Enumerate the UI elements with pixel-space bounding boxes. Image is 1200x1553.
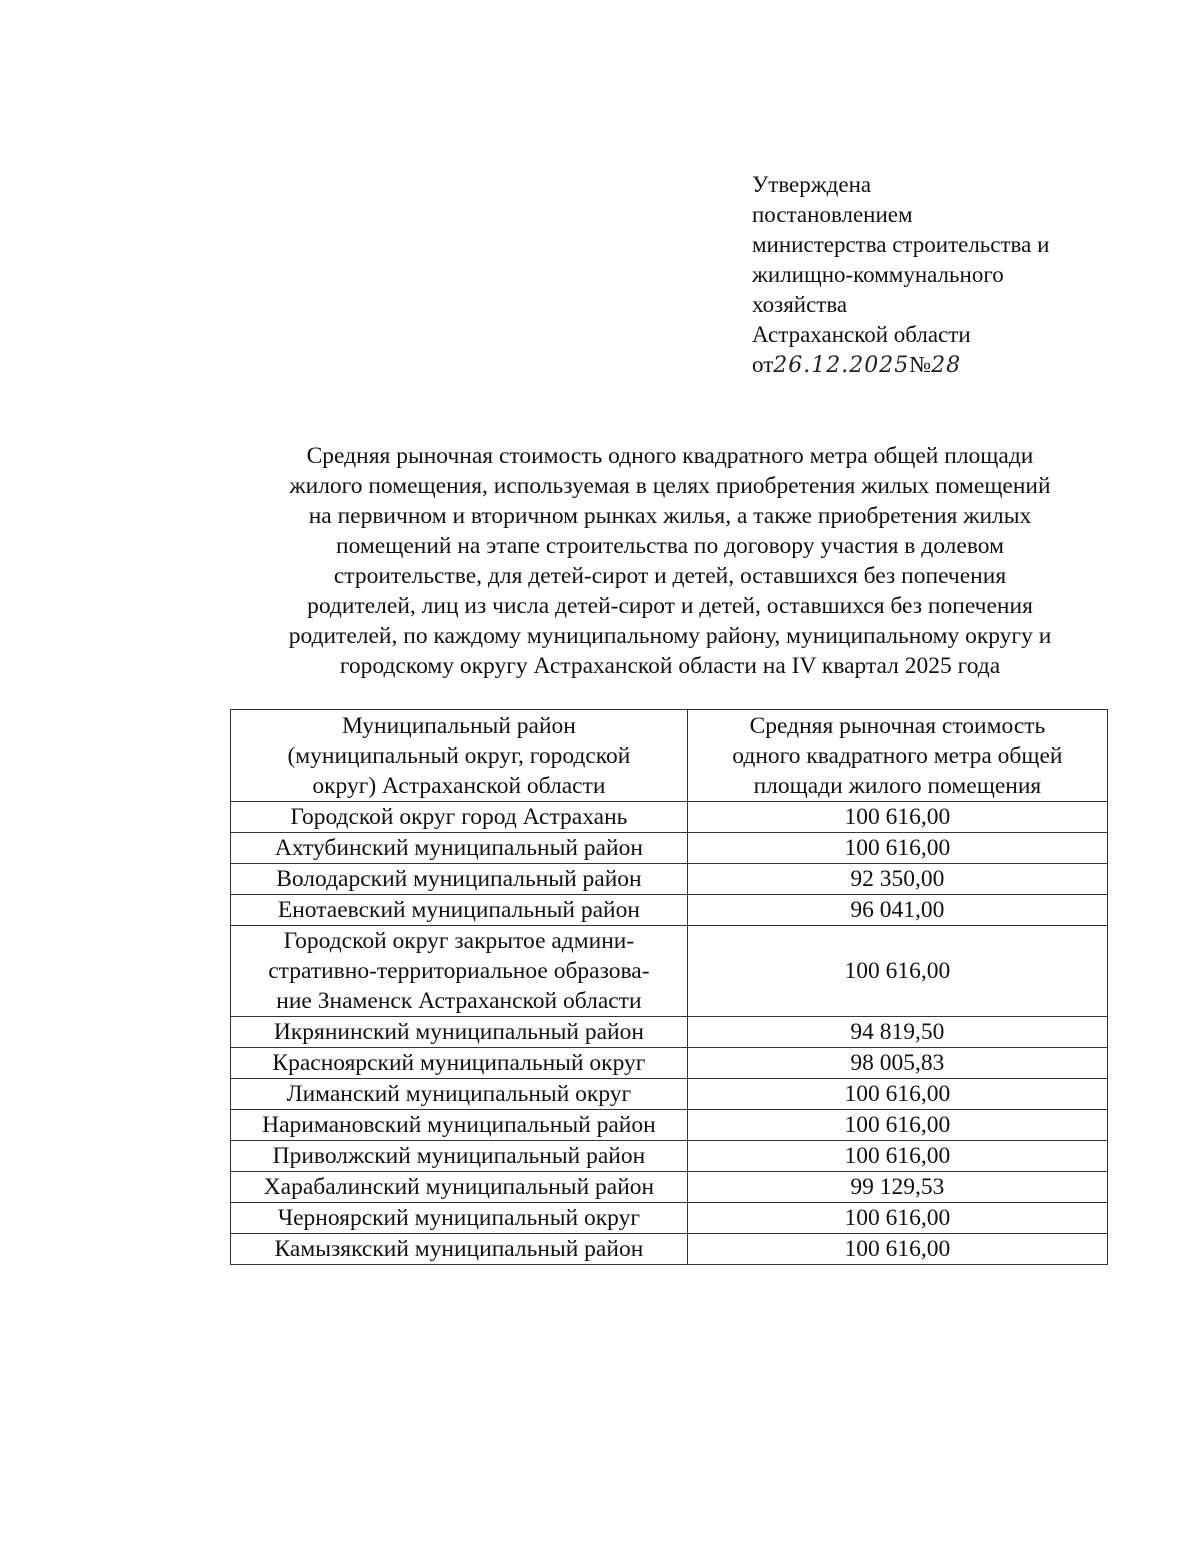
- header-price: [687, 710, 1107, 802]
- number-prefix: №: [909, 352, 932, 377]
- table-row: [231, 1141, 1108, 1172]
- area-name: Лиманский муниципальный округ: [286, 1081, 632, 1107]
- price-cell: 100 616,00: [687, 1234, 1107, 1265]
- table-body: [231, 802, 1108, 1265]
- price-cell: 100 616,00: [687, 1203, 1107, 1234]
- area-name: Наримановский муниципальный район: [262, 1112, 656, 1138]
- title-line: родителей, лиц из числа детей-сирот и детей, оставшихся без попечения: [307, 593, 1033, 619]
- price-cell: 98 005,83: [687, 1048, 1107, 1079]
- price-cell: 100 616,00: [687, 1079, 1107, 1110]
- header-price-line: площади жилого помещения: [753, 773, 1042, 799]
- table-row: [231, 1079, 1108, 1110]
- area-cell: [231, 1203, 688, 1234]
- area-cell: [231, 895, 688, 926]
- price-table: [230, 709, 1108, 1265]
- title-line: помещений на этапе строительства по договору участия в долевом: [336, 533, 1004, 559]
- approval-line: хозяйства: [752, 292, 848, 317]
- header-area-line: округ) Астраханской области: [312, 773, 606, 799]
- table-row: [231, 1048, 1108, 1079]
- price-cell: 99 129,53: [687, 1172, 1107, 1203]
- title-line: жилого помещения, используемая в целях приобретения жилых помещений: [289, 473, 1051, 499]
- approval-line: постановлением: [752, 202, 913, 227]
- area-cell: [231, 1110, 688, 1141]
- price-cell: 100 616,00: [687, 926, 1107, 1017]
- price-cell: 100 616,00: [687, 802, 1107, 833]
- area-name: Черноярский муниципальный округ: [277, 1205, 640, 1231]
- title-line: Средняя рыночная стоимость одного квадратного метра общей площади: [306, 443, 1034, 469]
- area-name: стративно-территориальное образова-: [268, 958, 650, 984]
- price-cell: 100 616,00: [687, 1110, 1107, 1141]
- table-row: [231, 1017, 1108, 1048]
- approval-line: Утверждена: [752, 172, 872, 197]
- price-cell: 100 616,00: [687, 833, 1107, 864]
- title-line: на первичном и вторичном рынках жилья, а также приобретения жилых: [308, 503, 1032, 529]
- area-name: Красноярский муниципальный округ: [272, 1050, 646, 1076]
- table-row: [231, 864, 1108, 895]
- title-line: строительстве, для детей-сирот и детей, оставшихся без попечения: [333, 563, 1007, 589]
- approval-line: министерства строительства и: [752, 232, 1050, 257]
- area-name: Икрянинский муниципальный район: [273, 1019, 644, 1045]
- area-name: Ахтубинский муниципальный район: [274, 835, 643, 861]
- handwritten-date: 26.12.2025: [773, 353, 910, 378]
- area-cell: [231, 833, 688, 864]
- area-cell: [231, 1079, 688, 1110]
- document-title: [232, 441, 1108, 681]
- table-row: [231, 833, 1108, 864]
- header-price-line: Средняя рыночная стоимость: [749, 713, 1046, 739]
- area-cell: [231, 1017, 688, 1048]
- title-line: родителей, по каждому муниципальному району, муниципальному округу и: [288, 623, 1052, 649]
- area-name: Енотаевский муниципальный район: [277, 897, 640, 923]
- area-name: Харабалинский муниципальный район: [263, 1174, 655, 1200]
- price-cell: 94 819,50: [687, 1017, 1107, 1048]
- header-price-line: одного квадратного метра общей: [732, 743, 1063, 769]
- approval-block: [752, 170, 1132, 381]
- title-line: городскому округу Астраханской области на IV квартал 2025 года: [339, 653, 1001, 679]
- area-cell: [231, 1172, 688, 1203]
- header-area-line: (муниципальный округ, городской: [287, 743, 631, 769]
- table-row: [231, 895, 1108, 926]
- table-row: [231, 1234, 1108, 1265]
- price-cell: 100 616,00: [687, 1141, 1107, 1172]
- area-name: Городской округ закрытое админи-: [283, 928, 635, 954]
- approval-line: Астраханской области: [752, 322, 971, 347]
- area-name: Володарский муниципальный район: [276, 866, 642, 892]
- table-row: [231, 926, 1108, 1017]
- table-header-row: [231, 710, 1108, 802]
- table-row: [231, 802, 1108, 833]
- approval-date-line: [752, 350, 1132, 381]
- area-name: Приволжский муниципальный район: [272, 1143, 646, 1169]
- approval-line: жилищно-коммунального: [752, 262, 1004, 287]
- price-cell: 92 350,00: [687, 864, 1107, 895]
- table-row: [231, 1203, 1108, 1234]
- table-row: [231, 1110, 1108, 1141]
- area-cell: [231, 864, 688, 895]
- header-area-line: Муниципальный район: [341, 713, 576, 739]
- area-cell: [231, 802, 688, 833]
- area-name: Городской округ город Астрахань: [290, 804, 628, 830]
- area-cell: [231, 926, 688, 1017]
- area-cell: [231, 1048, 688, 1079]
- handwritten-number: 28: [931, 353, 962, 378]
- date-prefix: от: [752, 352, 774, 377]
- area-cell: [231, 1234, 688, 1265]
- price-cell: 96 041,00: [687, 895, 1107, 926]
- table-row: [231, 1172, 1108, 1203]
- header-area: [231, 710, 688, 802]
- area-cell: [231, 1141, 688, 1172]
- area-name: ние Знаменск Астраханской области: [276, 988, 642, 1014]
- area-name: Камызякский муниципальный район: [274, 1236, 644, 1262]
